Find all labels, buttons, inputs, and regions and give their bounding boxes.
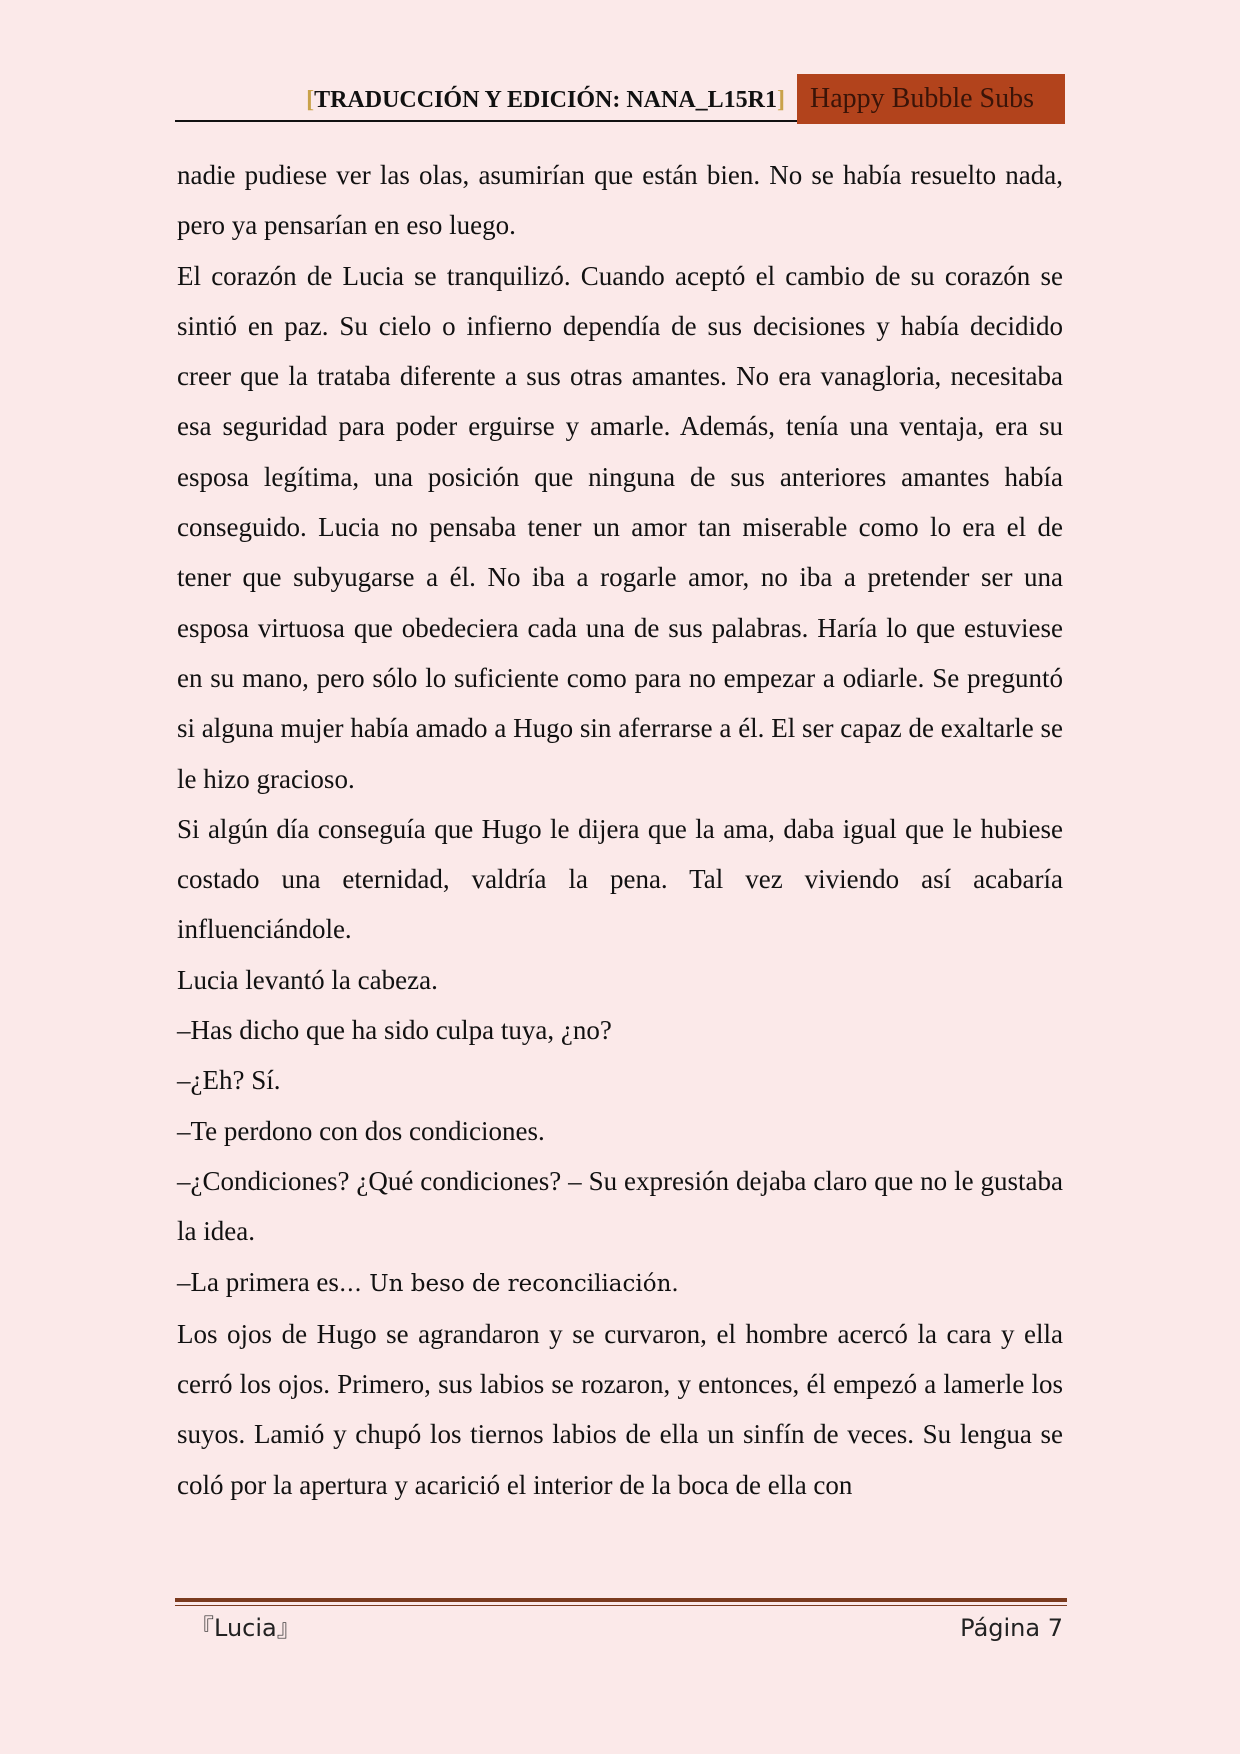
footer-rule-thin [175, 1605, 1067, 1606]
dialogue-line-4: –¿Condiciones? ¿Qué condiciones? – Su expresión dejaba claro que no le gustaba la idea. [177, 1165, 1063, 1247]
paragraph-2: El corazón de Lucia se tranquilizó. Cuando aceptó el cambio de su corazón se sintió en paz. Su cielo o infierno dependía de sus decisiones y había decidido creer que la trataba diferente a sus otras amantes. No era vanagloria, necesitaba esa seguridad para poder erguirse y amarle. Además, tenía una ventaja, era su esposa legítima, una posición que ninguna de sus anteriores amantes había conseguido. Lucia no pensaba tener un amor tan miserable como lo era el de tener que subyugarse a él. No iba a rogarle amor, no iba a pretender ser una esposa virtuosa que obedeciera cada una de sus palabras. Haría lo que estuviese en su mano, pero sólo lo suficiente como para no empezar a odiarle. Se preguntó si alguna mujer había amado a Hugo sin aferrarse a él. El ser capaz de exaltarle se le hizo gracioso. [177, 260, 1063, 794]
header-title: TRADUCCIÓN Y EDICIÓN: NANA_L15R1 [314, 87, 777, 113]
footer-book-title: 『Lucia』 [190, 1614, 301, 1642]
paragraph-3: Si algún día conseguía que Hugo le dijera que la ama, daba igual que le hubiese costado una eternidad, valdría la pena. Tal vez viviendo así acabaría influenciándole. [177, 813, 1063, 945]
header-bracket-close: ] [777, 87, 785, 113]
dialogue-line-2: –¿Eh? Sí. [177, 1065, 281, 1096]
header-credit [175, 74, 797, 122]
dialogue-line-1: –Has dicho que ha sido culpa tuya, ¿no? [177, 1015, 612, 1046]
footer-rule-thick [175, 1598, 1067, 1602]
page-header [175, 74, 1065, 124]
paragraph-last: Los ojos de Hugo se agrandaron y se curvaron, el hombre acercó la cara y ella cerró los ojos. Primero, sus labios se rozaron, y entonces, él empezó a lamerle los suyos. Lamió y chupó los tiernos labios de ella un sinfín de veces. Su lengua se coló por la apertura y acarició el interior de la boca de ella con [177, 1318, 1063, 1500]
header-group-label: Happy Bubble Subs [797, 74, 1065, 124]
paragraph-4: Lucia levantó la cabeza. [177, 964, 438, 995]
footer-page-number: Página 7 [960, 1614, 1063, 1642]
dialogue-line-3: –Te perdono con dos condiciones. [177, 1115, 545, 1146]
dialogue-line-5-part1: –La primera es [177, 1266, 339, 1297]
paragraph-1: nadie pudiese ver las olas, asumirían que están bien. No se había resuelto nada, pero ya pensarían en eso luego. [177, 160, 1063, 241]
dialogue-line-5-part2: … Un beso de reconciliación. [338, 1270, 679, 1297]
header-bracket-open: [ [306, 87, 315, 113]
page-body [177, 150, 1063, 1510]
dialogue-line-5 [177, 1257, 1063, 1309]
